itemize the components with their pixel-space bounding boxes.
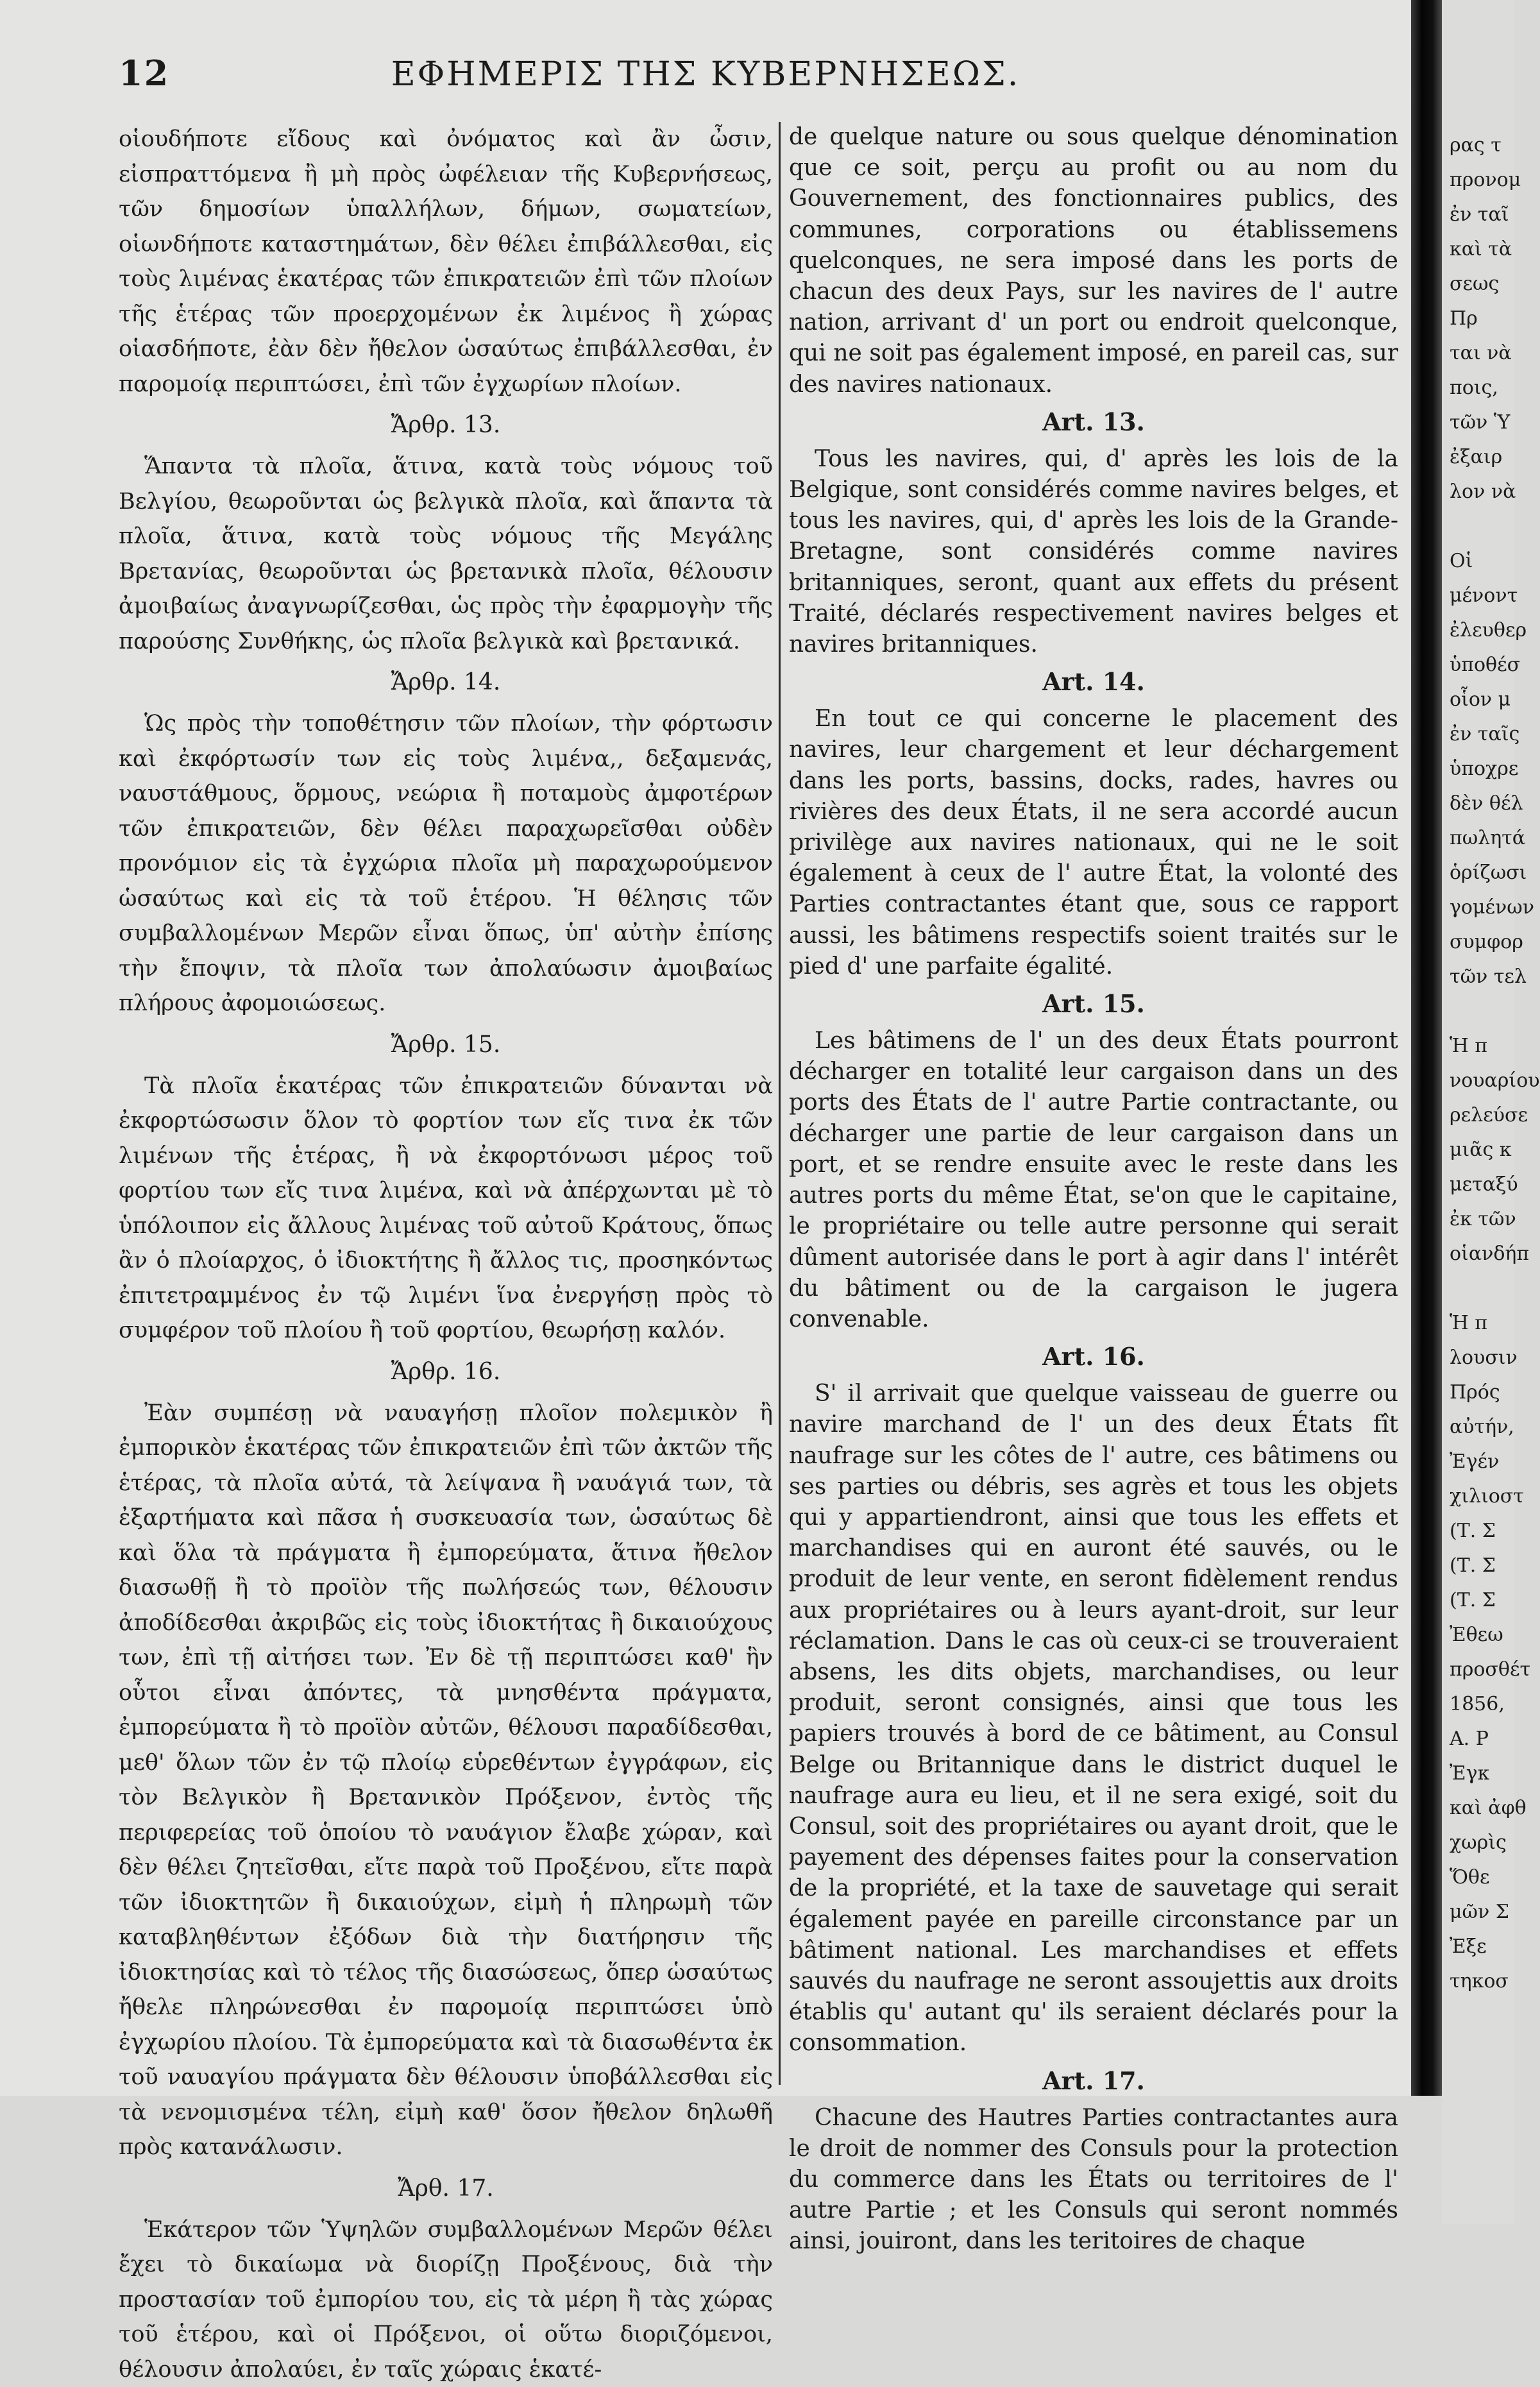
greek-article-14-text: Ὡς πρὸς τὴν τοποθέτησιν τῶν πλοίων, τὴν φόρτωσιν καὶ ἐκφόρτωσίν των εἰς τοὺς λιμένα,, δεξαμενάς, ναυστάθμους, ὅρμους, νεώρια ἢ ποταμοὺς ἀμφοτέρων τῶν ἐπικρατειῶν, δὲν θέλει παραχωρεῖσθαι οὐδὲν προνόμιον εἰς τὰ ἐγχώρια πλοῖα μὴ παραχωρούμενον ὡσαύτως καὶ εἰς τὰ τοῦ ἑτέρου. Ἡ θέλησις τῶν συμβαλλομένων Μερῶν εἶναι ὅπως, ὑπ' αὐτὴν ἐπίσης τὴν ἔποψιν, τὰ πλοῖα των ἀπολαύωσιν ἀμοιβαίως πλήρους ἀφομοιώσεως. <box>119 706 773 1021</box>
greek-article-15-heading: Ἄρθρ. 15. <box>119 1021 773 1069</box>
adjacent-page-fragment: ται νὰ <box>1442 336 1514 371</box>
adjacent-page-fragment: οἷον μ <box>1442 683 1514 717</box>
adjacent-page-fragment: Πρ <box>1442 302 1514 336</box>
adjacent-page-fragment: (Τ. Σ <box>1442 1514 1514 1549</box>
greek-article-13-text: Ἅπαντα τὰ πλοῖα, ἅτινα, κατὰ τοὺς νόμους τοῦ Βελγίου, θεωροῦνται ὡς βελγικὰ πλοῖα, καὶ ἅπαντα τὰ πλοῖα, ἅτινα, κατὰ τοὺς νόμους τῆς Μεγάλης Βρετανίας, θεωροῦνται ὡς βρετανικὰ πλοῖα, θέλουσιν ἀμοιβαίως ἀναγνωρίζεσθαι, ὡς πρὸς τὴν ἐφαρμογὴν τῆς παρούσης Συνθήκης, ὡς πλοῖα βελγικὰ καὶ βρετανικά. <box>119 449 773 659</box>
adjacent-page-fragment: Α. Ρ <box>1442 1722 1514 1756</box>
adjacent-page-fragment: προσθέτ <box>1442 1652 1514 1687</box>
adjacent-page-fragment: Ἐθεω <box>1442 1618 1514 1652</box>
greek-article-14-heading: Ἄρθρ. 14. <box>119 659 773 706</box>
adjacent-page-fragment: πωλητά <box>1442 821 1514 856</box>
adjacent-page-fragment: αὐτήν, <box>1442 1410 1514 1445</box>
adjacent-page-fragment: τηκοσ <box>1442 1964 1514 1999</box>
french-article-16-text: S' il arrivait que quelque vaisseau de guerre ou navire marchand de l' un des deux États fît naufrage sur les côtes de l' autre, ces bâtimens ou ses parties ou débris, ses agrès et tous les objets qui y appartiendront, ainsi que tous les effets et marchandises qui en auront été sauvés, ou le produit de leur vente, en seront fidèlement rendus aux propriétaires ou à leurs ayant-droit, sur leur réclamation. Dans le cas où ceux-ci se trouveraient absens, les dits objets, marchandises, ou leur produit, seront consignés, ainsi que tous les papiers trouvés à bord de ce bâtiment, au Consul Belge ou Britannique dans le district duquel le naufrage aura eu lieu, et il ne sera exigé, soit du Consul, soit des propriétaires ou ayant droit, que le payement des dépenses faites pour la conservation de la propriété, et la taxe de sauvetage qui serait également payée en pareille circonstance par un bâtiment national. Les marchandises et effets sauvés du naufrage ne seront assoujettis aux droits établis qu' autant qu' ils seraient déclarés pour la consommation. <box>789 1379 1398 2059</box>
french-article-14-heading: Art. 14. <box>789 660 1398 704</box>
book-spine-shadow <box>1411 0 1442 2096</box>
adjacent-page-fragment: ἐν ταῖ <box>1442 198 1514 232</box>
adjacent-page-fragment: ἐλευθερ <box>1442 613 1514 648</box>
adjacent-page-fragment: μένοντ <box>1442 579 1514 613</box>
adjacent-page-fragment: ρελεύσε <box>1442 1098 1514 1133</box>
adjacent-page-fragment: ὁρίζωσι <box>1442 856 1514 890</box>
adjacent-page-fragment: νουαρίου <box>1442 1064 1514 1098</box>
adjacent-page-fragment: Πρός <box>1442 1375 1514 1410</box>
adjacent-page-fragment: μῶν Σ <box>1442 1895 1514 1930</box>
adjacent-page-fragment: ὑποθέσ <box>1442 648 1514 683</box>
adjacent-page-fragment: ὑποχρε <box>1442 752 1514 786</box>
french-article-13-heading: Art. 13. <box>789 400 1398 444</box>
adjacent-page-fragment: μιᾶς κ <box>1442 1133 1514 1168</box>
greek-article-17-heading: Ἄρθ. 17. <box>119 2165 773 2213</box>
greek-article-17-text: Ἑκάτερον τῶν Ὑψηλῶν συμβαλλομένων Μερῶν θέλει ἔχει τὸ δικαίωμα νὰ διορίζῃ Προξένους, διὰ τὴν προστασίαν τοῦ ἐμπορίου του, εἰς τὰ μέρη ἢ τὰς χώρας τοῦ ἑτέρου, καὶ οἱ Πρόξενοι, οἱ οὕτω διοριζόμενοι, θέλουσιν ἀπολαύει, ἐν ταῖς χώραις ἑκατέ- <box>119 2213 773 2387</box>
adjacent-page-fragment: μεταξύ <box>1442 1168 1514 1202</box>
french-article-15-text: Les bâtimens de l' un des deux États pourront décharger en totalité leur cargaison dans un des ports des États de l' autre Partie contractante, ou décharger une partie de leur cargaison dans un port, et se rendre ensuite avec le reste dans les autres ports du même État, se'on que le capitaine, le propriétaire ou telle autre personne qui serait dûment autorisée dans le port à agir dans l' intérêt du bâtiment ou de la cargaison le jugera convenable. <box>789 1026 1398 1335</box>
adjacent-page-fragment: καὶ τὰ <box>1442 232 1514 267</box>
adjacent-page-fragment: τῶν Ὑ <box>1442 405 1514 440</box>
french-article-14-text: En tout ce qui concerne le placement des navires, leur chargement et leur déchargement dans les ports, bassins, docks, rades, havres ou rivières des deux États, il ne sera accordé aucun privilège aux navires nationaux, qui ne le soit également à ceux de l' autre État, la volonté des Parties contractantes étant que, sous ce rapport aussi, les bâtimens respectifs soient traités sur le pied d' une parfaite égalité. <box>789 704 1398 982</box>
adjacent-page-fragment: προνομ <box>1442 163 1514 198</box>
adjacent-page-fragment: οἱανδήπ <box>1442 1237 1514 1271</box>
adjacent-page-fragment: συμφορ <box>1442 925 1514 960</box>
adjacent-page-fragment: τῶν τελ <box>1442 960 1514 994</box>
adjacent-page-fragment <box>1442 509 1514 544</box>
adjacent-page-fragment: ρας τ <box>1442 128 1514 163</box>
adjacent-page-fragment: γομένων <box>1442 890 1514 925</box>
adjacent-page-fragment: χωρὶς <box>1442 1826 1514 1860</box>
adjacent-page-fragment: ἐξαιρ <box>1442 440 1514 475</box>
adjacent-page-fragment: σεως <box>1442 267 1514 302</box>
greek-article-16-text: Ἐὰν συμπέσῃ νὰ ναυαγήσῃ πλοῖον πολεμικὸν ἢ ἐμπορικὸν ἑκατέρας τῶν ἐπικρατειῶν ἐπὶ τῶν ἀκτῶν τῆς ἑτέρας, τὰ πλοῖα αὐτά, τὰ λείψανα ἢ ναυάγιά των, τὰ ἐξαρτήματα καὶ πᾶσα ἡ συσκευασία των, ὡσαύτως δὲ καὶ ὅλα τὰ πράγματα ἢ ἐμπορεύματα, ἅτινα ἤθελον διασωθῇ ἢ τὸ προϊὸν τῆς πωλήσεώς των, θέλουσιν ἀποδίδεσθαι ἀκριβῶς εἰς τοὺς ἰδιοκτήτας ἢ δικαιούχους των, ἐπὶ τῇ αἰτήσει των. Ἐν δὲ τῇ περιπτώσει καθ' ἣν οὗτοι εἶναι ἀπόντες, τὰ μνησθέντα πράγματα, ἐμπορεύματα ἢ τὸ προϊὸν αὐτῶν, θέλουσι παραδίδεσθαι, μεθ' ὅλων τῶν ἐν τῷ πλοίῳ εὑρεθέντων ἐγγράφων, εἰς τὸν Βελγικὸν ἢ Βρετανικὸν Πρόξενον, ἐντὸς τῆς περιφερείας τοῦ ὁποίου τὸ ναυάγιον ἔλαβε χώραν, καὶ δὲν θέλει ζητεῖσθαι, εἴτε παρὰ τοῦ Προξένου, εἴτε παρὰ τῶν ἰδιοκτητῶν ἢ δικαιούχων, εἰμὴ ἡ πληρωμὴ τῶν καταβληθέντων ἐξόδων διὰ τὴν διατήρησιν τῆς ἰδιοκτησίας καὶ τὸ τέλος τῆς διασώσεως, ὅπερ ὡσαύτως ἤθελε πληρώνεσθαι ἐν παρομοίᾳ περιπτώσει ὑπὸ ἐγχωρίου πλοίου. Τὰ ἐμπορεύματα καὶ τὰ διασωθέντα ἐκ τοῦ ναυαγίου πράγματα δὲν θέλουσιν ὑποβάλλεσθαι εἰς τὰ νενομισμένα τέλη, εἰμὴ καθ' ὅσον ἤθελον δηλωθῆ πρὸς κατανάλωσιν. <box>119 1396 773 2165</box>
adjacent-page-fragment: Ἐγέν <box>1442 1445 1514 1479</box>
greek-column <box>119 122 773 2085</box>
french-column <box>789 122 1398 2085</box>
adjacent-page-fragment: Οἱ <box>1442 544 1514 579</box>
french-article-17-heading: Art. 17. <box>789 2059 1398 2103</box>
adjacent-page-fragment: ἐκ τῶν <box>1442 1202 1514 1237</box>
adjacent-page-fragment: λον νὰ <box>1442 475 1514 509</box>
greek-article-13-heading: Ἄρθρ. 13. <box>119 402 773 449</box>
adjacent-page-fragment: ποις, <box>1442 371 1514 405</box>
adjacent-page-fragment: λουσιν <box>1442 1341 1514 1375</box>
adjacent-page-fragment: 1856, <box>1442 1687 1514 1722</box>
adjacent-page-fragment: δὲν θέλ <box>1442 786 1514 821</box>
adjacent-page-fragment <box>1442 994 1514 1029</box>
french-article-15-heading: Art. 15. <box>789 982 1398 1026</box>
page-number: 12 <box>119 53 169 94</box>
adjacent-page-fragment: Ἐγκ <box>1442 1756 1514 1791</box>
adjacent-page-fragment: Ἡ π <box>1442 1029 1514 1064</box>
adjacent-page-fragment: καὶ ἀφθ <box>1442 1791 1514 1826</box>
adjacent-page-fragment: Ἐξε <box>1442 1930 1514 1964</box>
french-article-17-text: Chacune des Hautres Parties contractantes aura le droit de nommer des Consuls pour la protection du commerce dans les États ou territoires de l' autre Partie ; et les Consuls qui seront nommés ainsi, jouiront, dans les teritoires de chaque <box>789 2103 1398 2257</box>
adjacent-page-fragment <box>1442 1271 1514 1306</box>
greek-article-16-heading: Ἄρθρ. 16. <box>119 1348 773 1396</box>
greek-paragraph-intro: οἱουδήποτε εἴδους καὶ ὀνόματος καὶ ἂν ὦσιν, εἰσπραττόμενα ἢ μὴ πρὸς ὠφέλειαν τῆς Κυβερνήσεως, τῶν δημοσίων ὑπαλλήλων, δήμων, σωματείων, οἱωνδήποτε καταστημάτων, δὲν θέλει ἐπιβάλλεσθαι, εἰς τοὺς λιμένας ἑκατέρας τῶν ἐπικρατειῶν ἐπὶ τῶν πλοίων τῆς ἑτέρας τῶν προερχομένων ἐκ λιμένος ἢ χώρας οἱασδήποτε, ἐὰν δὲν ἤθελον ὡσαύτως ἐπιβάλλεσθαι, ἐν παρομοίᾳ περιπτώσει, ἐπὶ τῶν ἐγχωρίων πλοίων. <box>119 122 773 402</box>
running-title: ΕΦΗΜΕΡΙΣ ΤΗΣ ΚΥΒΕΡΝΗΣΕΩΣ. <box>0 55 1411 94</box>
adjacent-page-fragment: ἐν ταῖς <box>1442 717 1514 752</box>
french-article-16-heading: Art. 16. <box>789 1335 1398 1379</box>
adjacent-page-fragment: (Τ. Σ <box>1442 1583 1514 1618</box>
adjacent-page-edge <box>1442 0 1514 2224</box>
column-divider <box>779 122 781 2085</box>
adjacent-page-fragment: (Τ. Σ <box>1442 1549 1514 1583</box>
adjacent-page-fragment: χιλιοστ <box>1442 1479 1514 1514</box>
adjacent-page-fragment: Ὅθε <box>1442 1860 1514 1895</box>
adjacent-page-fragment: Ἡ π <box>1442 1306 1514 1341</box>
french-paragraph-intro: de quelque nature ou sous quelque dénomination que ce soit, perçu au profit ou au nom du Gouvernement, des fonctionnaires publics, des communes, corporations ou établissemens quelconques, ne sera imposé dans les ports de chacun des deux Pays, sur les navires de l' autre nation, arrivant d' un port ou endroit quelconque, qui ne soit pas également imposé, en pareil cas, sur des navires nationaux. <box>789 122 1398 400</box>
french-article-13-text: Tous les navires, qui, d' après les lois de la Belgique, sont considérés comme navires belges, et tous les navires, qui, d' après les lois de la Grande-Bretagne, sont considérés comme navires britanniques, seront, quant aux effets du présent Traité, déclarés respectivement navires belges et navires britanniques. <box>789 444 1398 660</box>
greek-article-15-text: Τὰ πλοῖα ἑκατέρας τῶν ἐπικρατειῶν δύνανται νὰ ἐκφορτώσωσιν ὅλον τὸ φορτίον των εἴς τινα ἐκ τῶν λιμένων τῆς ἑτέρας, ἢ νὰ ἐκφορτόνωσι μέρος τοῦ φορτίου των εἴς τινα λιμένα, καὶ νὰ ἀπέρχωνται μὲ τὸ ὑπόλοιπον εἰς ἄλλους λιμένας τοῦ αὐτοῦ Κράτους, ὅπως ἂν ὁ πλοίαρχος, ὁ ἰδιοκτήτης ἢ ἄλλος τις, προσηκόντως ἐπιτετραμμένος ἐν τῷ λιμένι ἵνα ἐνεργήσῃ πρὸς τὸ συμφέρον τοῦ πλοίου ἢ τοῦ φορτίου, θεωρήσῃ καλόν. <box>119 1069 773 1348</box>
